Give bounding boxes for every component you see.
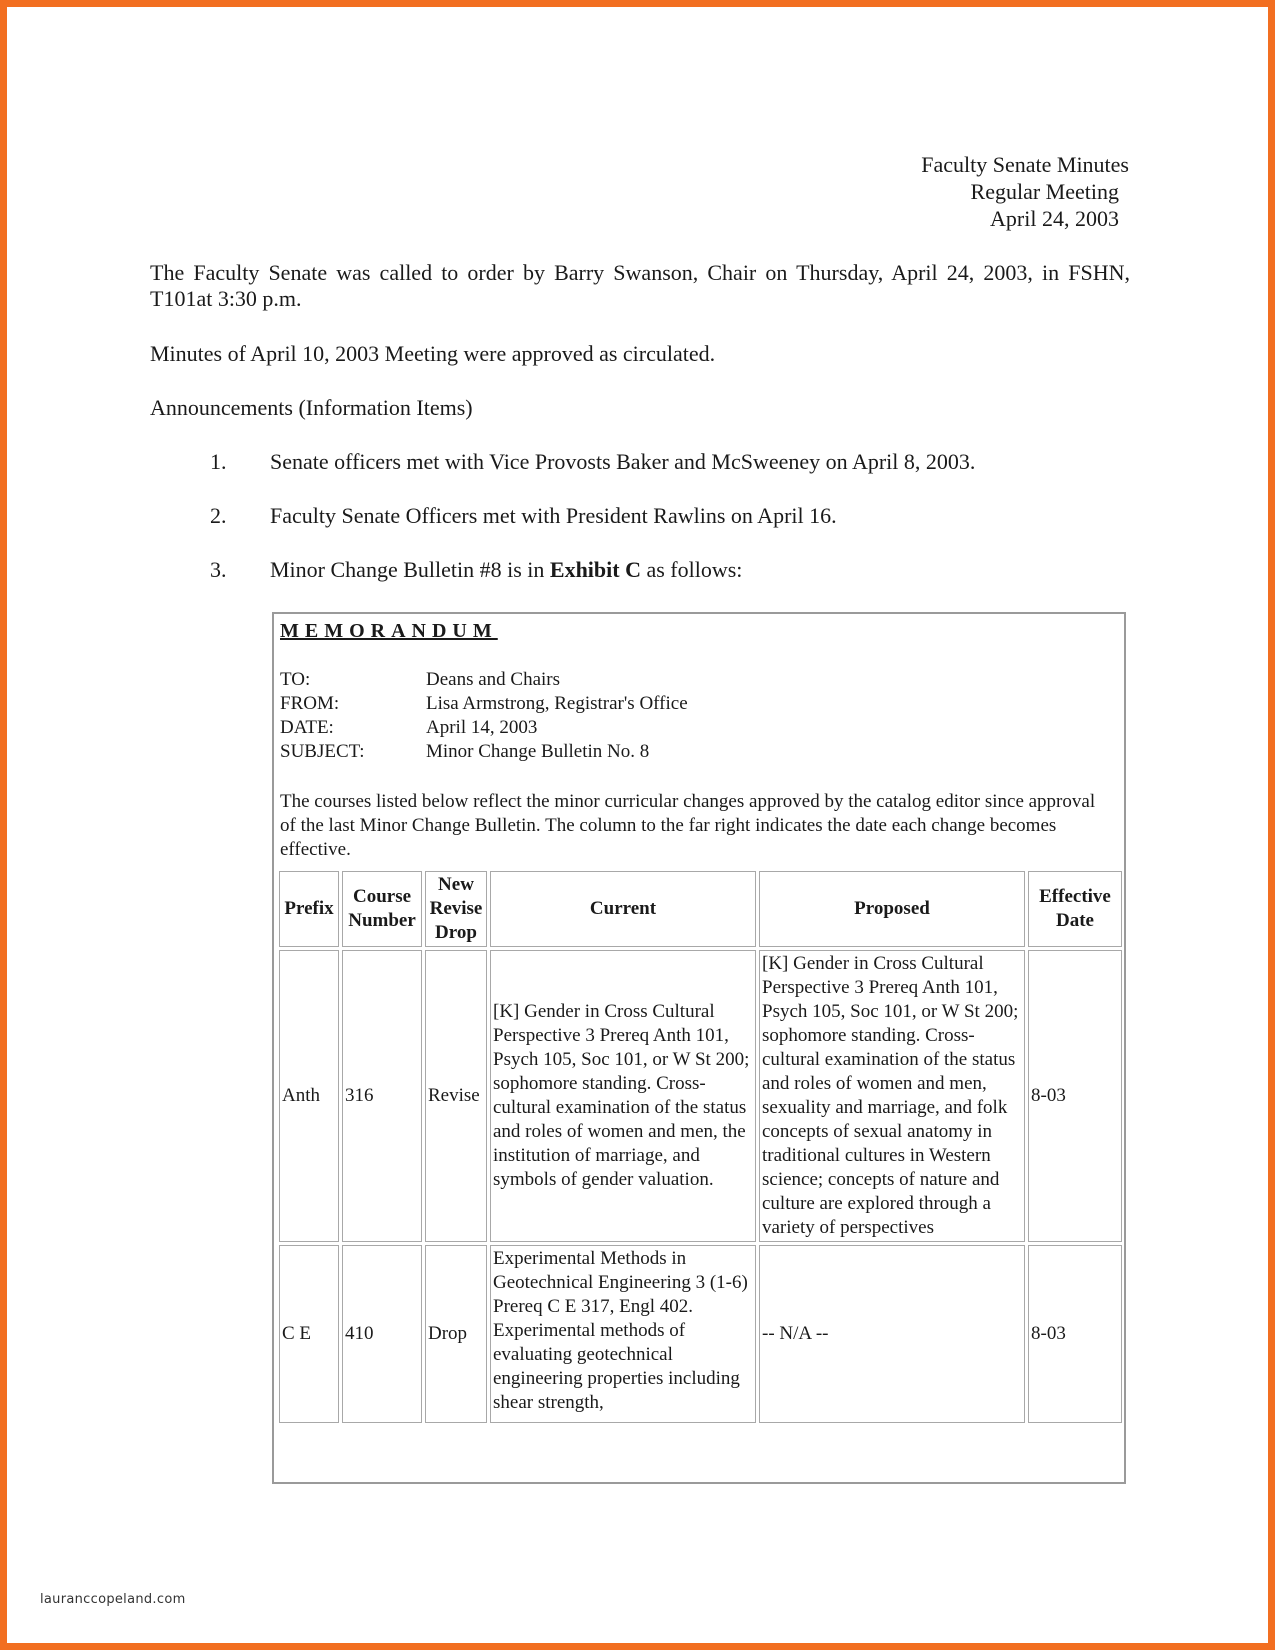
item-text-post: as follows: — [646, 557, 743, 582]
memo-from-value: Lisa Armstrong, Registrar's Office — [426, 693, 688, 714]
col-current: Current — [490, 871, 756, 947]
memo-intro: The courses listed below reflect the minor curricular changes approved by the catalog editor since approval of the last Minor Change Bulletin. The column to the far right indicates the date each change becomes effective. — [280, 791, 1096, 860]
memo-from-label: FROM: — [280, 693, 340, 714]
exhibit-reference: Exhibit C — [549, 557, 641, 582]
cell-current: [K] Gender in Cross Cultural Perspective 3 Prereq Anth 101, Psych 105, Soc 101, or W St 200; sophomore standing. Cross-cultural examination of the status and roles of women and men, the institution of marriage, and symbols of gender valuation. — [490, 950, 756, 1242]
cell-action: Revise — [425, 950, 487, 1242]
item-number: 1. — [210, 449, 227, 474]
announcements-heading: Announcements (Information Items) — [150, 395, 473, 420]
col-effective-date: Effective Date — [1028, 871, 1122, 947]
memo-date-label: DATE: — [280, 717, 334, 738]
cell-proposed: [K] Gender in Cross Cultural Perspective 3 Prereq Anth 101, Psych 105, Soc 101, or W St 200; sophomore standing. Cross-cultural examination of the status and roles of women and men, sexuality and marriage, and folk concepts of sexual anatomy in traditional cultures in Western science; concepts of nature and culture are explored through a variety of perspectives — [759, 950, 1025, 1242]
cell-effective: 8-03 — [1028, 950, 1122, 1242]
cell-number: 410 — [342, 1245, 422, 1423]
header-title: Faculty Senate Minutes — [921, 152, 1129, 177]
cell-prefix: Anth — [279, 950, 339, 1242]
minutes-approved: Minutes of April 10, 2003 Meeting were approved as circulated. — [150, 341, 716, 366]
header-date: April 24, 2003 — [990, 206, 1119, 231]
watermark: lauranccopeland.com — [40, 1592, 186, 1607]
col-prefix: Prefix — [279, 871, 339, 947]
cell-proposed: -- N/A -- — [759, 1245, 1025, 1423]
intro-paragraph: The Faculty Senate was called to order by Barry Swanson, Chair on Thursday, April 24, 2003, in FSHN, T101at 3:30 p.m. — [150, 260, 1130, 311]
item-text-pre: Minor Change Bulletin #8 is in — [270, 557, 545, 582]
col-course-number: Course Number — [342, 871, 422, 947]
col-proposed: Proposed — [759, 871, 1025, 947]
col-new-revise-drop: New Revise Drop — [425, 871, 487, 947]
cell-number: 316 — [342, 950, 422, 1242]
announcement-item: Faculty Senate Officers met with President Rawlins on April 16. — [270, 503, 837, 528]
cell-action: Drop — [425, 1245, 487, 1423]
item-number: 3. — [210, 557, 227, 582]
cell-effective: 8-03 — [1028, 1245, 1122, 1423]
memo-to-label: TO: — [280, 669, 311, 690]
memo-subject-label: SUBJECT: — [280, 741, 365, 762]
memo-date-value: April 14, 2003 — [426, 717, 538, 738]
announcement-item: Senate officers met with Vice Provosts Baker and McSweeney on April 8, 2003. — [270, 449, 976, 474]
item-number: 2. — [210, 503, 227, 528]
memo-subject-value: Minor Change Bulletin No. 8 — [426, 741, 650, 762]
memo-to-value: Deans and Chairs — [426, 669, 561, 690]
cell-prefix: C E — [279, 1245, 339, 1423]
cell-current-text: Experimental Methods in Geotechnical Engineering 3 (1-6) Prereq C E 317, Engl 402. Experimental methods of evaluating geotechnical engineering properties including shear strength, — [493, 1248, 748, 1413]
memo-title: MEMORANDUM — [280, 620, 498, 642]
header-meeting-type: Regular Meeting — [970, 179, 1119, 204]
